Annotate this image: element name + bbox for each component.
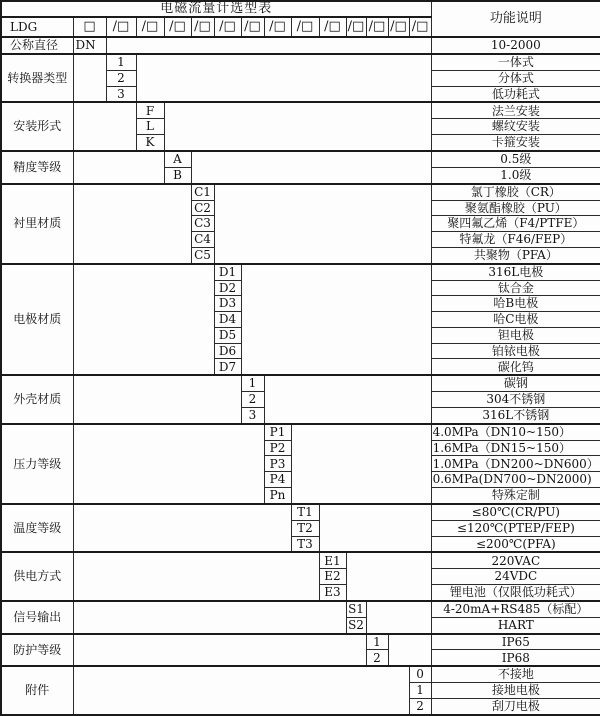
option-description: 304不锈钢 <box>431 392 600 408</box>
option-description: 法兰安装 <box>431 102 600 118</box>
option-description: 钛合金 <box>431 280 600 296</box>
option-description: IP68 <box>431 650 600 666</box>
option-code: C4 <box>191 232 214 248</box>
code-slot: /□ <box>136 17 164 37</box>
option-code: 3 <box>106 86 136 102</box>
option-description: 哈B电极 <box>431 296 600 312</box>
empty-region <box>388 634 431 667</box>
empty-region <box>73 424 264 504</box>
option-description: 碳钢 <box>431 375 600 391</box>
option-description: 1.0级 <box>431 167 600 183</box>
code-slot: /□ <box>388 17 409 37</box>
category-label: 转换器类型 <box>1 54 73 103</box>
category-label: 供电方式 <box>1 552 73 601</box>
category-label: 附件 <box>1 666 73 715</box>
option-description: 聚氨酯橡胶（PU） <box>431 200 600 216</box>
category-label: 公称直径 <box>1 37 73 54</box>
option-description: 刮刀电极 <box>431 698 600 715</box>
code-slot: /□ <box>106 17 136 37</box>
option-description: 螺纹安装 <box>431 119 600 135</box>
option-description: 特殊定制 <box>431 488 600 504</box>
table-row <box>1 601 600 617</box>
option-description: 低功耗式 <box>431 86 600 102</box>
option-description: 铂铱电极 <box>431 343 600 359</box>
option-code: C3 <box>191 216 214 232</box>
option-description: 接地电极 <box>431 683 600 699</box>
option-description: 1.0MPa（DN200~DN600） <box>431 456 600 472</box>
option-code: D3 <box>214 296 241 312</box>
option-code: D5 <box>214 327 241 343</box>
empty-region <box>106 37 431 54</box>
option-code: P3 <box>264 456 291 472</box>
empty-region <box>319 504 431 553</box>
option-description: 24VDC <box>431 569 600 585</box>
empty-region <box>264 375 431 424</box>
empty-region <box>73 504 291 553</box>
code-slot: /□ <box>164 17 191 37</box>
option-code: 1 <box>106 54 136 70</box>
option-description: ≤200℃(PFA) <box>431 536 600 552</box>
page-title: 电磁流量计选型表 <box>1 1 431 17</box>
empty-region <box>73 375 241 424</box>
option-description: 不接地 <box>431 666 600 682</box>
empty-region <box>73 634 366 667</box>
option-description: 特氟龙（F46/FEP） <box>431 232 600 248</box>
category-label: 衬里材质 <box>1 184 73 264</box>
code-slot: /□ <box>264 17 291 37</box>
empty-region <box>214 184 431 264</box>
option-code: F <box>136 102 164 118</box>
empty-region <box>73 601 346 634</box>
option-code: A <box>164 151 191 167</box>
option-code: C1 <box>191 184 214 200</box>
option-description: 316L不锈钢 <box>431 407 600 423</box>
option-code: 2 <box>409 698 431 715</box>
option-code: 0 <box>409 666 431 682</box>
empty-region <box>73 184 191 264</box>
code-slot: /□ <box>409 17 431 37</box>
option-code: 1 <box>366 634 388 650</box>
option-code: E1 <box>319 552 346 568</box>
option-code: 2 <box>241 392 264 408</box>
option-description: 聚四氟乙烯（F4/PTFE） <box>431 216 600 232</box>
category-label: 安装形式 <box>1 102 73 151</box>
model-prefix-label: LDG <box>1 17 73 37</box>
empty-region <box>73 666 409 715</box>
option-code: Pn <box>264 488 291 504</box>
option-code: 3 <box>241 407 264 423</box>
table-row <box>1 375 600 391</box>
empty-region <box>366 601 431 634</box>
option-description: ≤80℃(CR/PU) <box>431 504 600 520</box>
option-description: 4-20mA+RS485（标配） <box>431 601 600 617</box>
option-code: S1 <box>346 601 366 617</box>
option-description: 卡箍安装 <box>431 135 600 151</box>
option-code: S2 <box>346 617 366 633</box>
option-code: T3 <box>291 536 319 552</box>
option-description: 220VAC <box>431 552 600 568</box>
option-code: D6 <box>214 343 241 359</box>
empty-region <box>73 552 319 601</box>
table-row <box>1 102 600 118</box>
category-label: 电极材质 <box>1 264 73 376</box>
option-code: D7 <box>214 359 241 375</box>
option-code: L <box>136 119 164 135</box>
option-code: D4 <box>214 312 241 328</box>
empty-region <box>346 552 431 601</box>
option-description: 10-2000 <box>431 37 600 54</box>
option-code: P4 <box>264 472 291 488</box>
option-code: P1 <box>264 424 291 440</box>
option-description: 锂电池（仅限低功耗式） <box>431 585 600 601</box>
option-code: K <box>136 135 164 151</box>
option-description: 316L电极 <box>431 264 600 280</box>
option-code: 2 <box>366 650 388 666</box>
code-slot: /□ <box>346 17 366 37</box>
code-slot: /□ <box>319 17 346 37</box>
option-code: D2 <box>214 280 241 296</box>
option-description: 一体式 <box>431 54 600 70</box>
option-description: HART <box>431 617 600 633</box>
option-code: P2 <box>264 440 291 456</box>
option-code: T1 <box>291 504 319 520</box>
option-description: 0.6MPa(DN700~DN2000) <box>431 472 600 488</box>
code-slot: /□ <box>191 17 214 37</box>
option-description: 分体式 <box>431 70 600 86</box>
code-slot: /□ <box>366 17 388 37</box>
option-code: 2 <box>106 70 136 86</box>
option-code: C2 <box>191 200 214 216</box>
option-code: DN <box>73 37 106 54</box>
table-row <box>1 634 600 650</box>
category-label: 防护等级 <box>1 634 73 667</box>
empty-region <box>136 54 431 103</box>
empty-region <box>191 151 431 184</box>
option-description: 4.0MPa（DN10~150） <box>431 424 600 440</box>
empty-region <box>73 54 106 103</box>
table-row <box>1 1 600 17</box>
table-row <box>1 504 600 520</box>
option-description: 哈C电极 <box>431 312 600 328</box>
option-description: 0.5级 <box>431 151 600 167</box>
table-row <box>1 54 600 70</box>
option-code: 1 <box>241 375 264 391</box>
code-slot: /□ <box>214 17 241 37</box>
option-code: E3 <box>319 585 346 601</box>
category-label: 温度等级 <box>1 504 73 553</box>
table-row <box>1 424 600 440</box>
option-description: 共聚物（PFA） <box>431 247 600 263</box>
table-row <box>1 37 600 54</box>
option-description: IP65 <box>431 634 600 650</box>
option-code: E2 <box>319 569 346 585</box>
category-label: 精度等级 <box>1 151 73 184</box>
code-slot: /□ <box>241 17 264 37</box>
empty-region <box>241 264 431 376</box>
table-row <box>1 184 600 200</box>
option-code: B <box>164 167 191 183</box>
table-row <box>1 151 600 167</box>
table-row <box>1 552 600 568</box>
empty-region <box>164 102 431 151</box>
option-description: ≤120℃(PTEP/FEP) <box>431 520 600 536</box>
option-description: 氯丁橡胶（CR） <box>431 184 600 200</box>
option-description: 1.6MPa（DN15~150） <box>431 440 600 456</box>
empty-region <box>291 424 431 504</box>
code-box: □ <box>73 17 106 37</box>
option-code: D1 <box>214 264 241 280</box>
table-row <box>1 666 600 682</box>
option-code: C5 <box>191 247 214 263</box>
category-label: 压力等级 <box>1 424 73 504</box>
option-description: 钽电极 <box>431 327 600 343</box>
column-header-function: 功能说明 <box>431 1 600 37</box>
option-code: 1 <box>409 683 431 699</box>
empty-region <box>73 102 136 151</box>
table-row <box>1 264 600 280</box>
category-label: 信号输出 <box>1 601 73 634</box>
option-description: 碳化钨 <box>431 359 600 375</box>
category-label: 外壳材质 <box>1 375 73 424</box>
code-slot: /□ <box>291 17 319 37</box>
option-code: T2 <box>291 520 319 536</box>
empty-region <box>73 151 164 184</box>
empty-region <box>73 264 214 376</box>
